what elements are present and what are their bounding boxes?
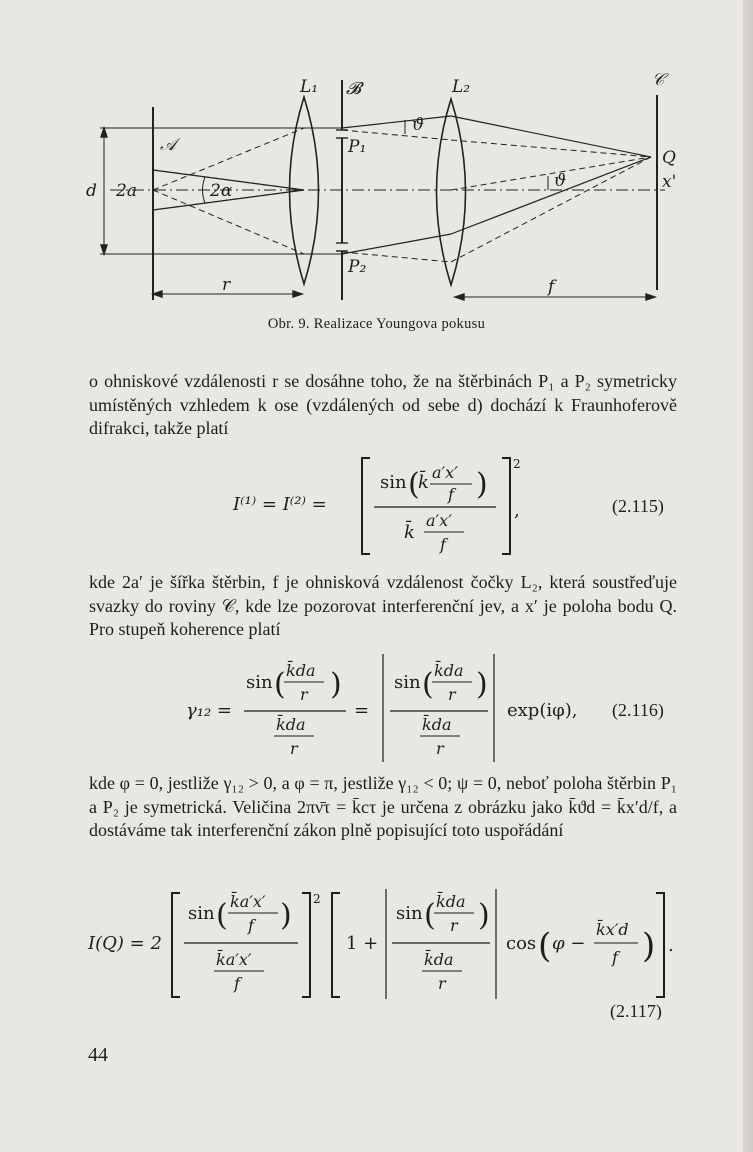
eq116-equals: =: [354, 700, 370, 721]
eq115-kbar-den: k̄: [404, 522, 415, 543]
paren-right-c: ): [642, 926, 656, 966]
paren-left: (: [408, 467, 420, 502]
label-theta-top: ϑ: [412, 115, 425, 135]
paren-left-c: (: [538, 926, 552, 966]
paren-right-1: ): [330, 667, 342, 702]
eq116-exp: exp(iφ),: [507, 700, 578, 721]
label-x-prime: x': [662, 172, 677, 192]
label-C: 𝒞: [652, 70, 665, 90]
eq117-den-1: f: [248, 916, 254, 935]
paren-right: ): [476, 467, 488, 502]
label-B: 𝓑: [346, 79, 361, 99]
eq117-den-3: f: [612, 948, 618, 967]
eq117-phi-minus: φ −: [552, 933, 586, 954]
paren-right-a: ): [280, 898, 292, 933]
eq117-cos: cos: [506, 933, 537, 954]
paragraph-2: kde 2a′ je šířka štěrbin, f je ohnisková vzdálenost čočky L₂, která soustřeďuje svazky do roviny 𝒞, kde lze pozorovat interferenční jev, a x′ je poloha bodu Q. Pro stupeň koherence platí: [89, 572, 677, 639]
label-2a: 2a: [116, 181, 137, 201]
label-P2: P₂: [348, 257, 367, 277]
eq115-lhs: I⁽¹⁾ = I⁽²⁾ =: [233, 494, 327, 515]
paragraph-1: o ohniskové vzdálenosti r se dosáhne toho, že na štěrbinách P₁ a P₂ symetricky umístěných vzhledem k ose (vzdálených od sebe d) dochází k Fraunhoferově difrakci, takže platí: [89, 371, 677, 438]
paren-right-2: ): [476, 667, 488, 702]
figure-caption: Obr. 9. Realizace Youngova pokusu: [267, 316, 486, 332]
eq115-sin: sin: [380, 472, 407, 493]
eq115-kbar: k̄: [418, 472, 429, 493]
label-theta-mid: ϑ: [554, 171, 567, 191]
figure-young-experiment: [0, 0, 753, 320]
paren-left-b: (: [424, 898, 436, 933]
equation-2-115: [0, 450, 753, 560]
eq116-den-2b: r: [436, 739, 444, 758]
eq115-den-den: f: [440, 535, 446, 554]
eq117-exponent: 2: [313, 892, 321, 906]
label-L1: L₁: [300, 77, 319, 97]
label-Q: Q: [662, 148, 676, 168]
eq117-period: .: [668, 935, 674, 956]
paren-right-b: ): [478, 898, 490, 933]
eq117-number: (2.117): [610, 1001, 662, 1020]
eq116-num-1b: k̄da: [276, 715, 306, 734]
eq117-num-1b: k̄a′x′: [216, 950, 252, 969]
eq116-den-1b: r: [290, 739, 298, 758]
equation-2-117: [0, 885, 753, 1020]
label-L2: L₂: [452, 77, 471, 97]
eq116-num-1: k̄da: [286, 661, 316, 680]
label-f: f: [548, 277, 555, 297]
eq117-den-2b: r: [438, 974, 446, 993]
eq116-num-2: k̄da: [434, 661, 464, 680]
eq117-num-2: k̄da: [436, 892, 466, 911]
label-2alpha: 2α: [210, 181, 233, 201]
eq116-lhs: γ₁₂ =: [186, 700, 232, 721]
eq116-sin-2: sin: [394, 672, 421, 693]
eq116-number: (2.116): [612, 700, 664, 720]
eq115-den-num: a′x′: [426, 511, 452, 530]
eq117-one-plus: 1 +: [346, 933, 379, 954]
eq117-den-1b: f: [234, 974, 240, 993]
eq117-lhs: I(Q) = 2: [88, 933, 162, 954]
eq117-num-2b: k̄da: [424, 950, 454, 969]
eq117-num-1: k̄a′x′: [230, 892, 266, 911]
eq115-inner-den: f: [448, 485, 454, 504]
label-A: 𝒜: [160, 135, 177, 155]
eq116-den-1: r: [300, 685, 308, 704]
paren-left-2: (: [422, 667, 434, 702]
paren-left-1: (: [274, 667, 286, 702]
eq117-den-2: r: [450, 916, 458, 935]
paren-left-a: (: [216, 898, 228, 933]
eq116-den-2: r: [448, 685, 456, 704]
equation-2-116: [0, 650, 753, 765]
eq116-sin-1: sin: [246, 672, 273, 693]
eq115-number: (2.115): [612, 496, 664, 516]
eq117-sin-2: sin: [396, 903, 423, 924]
label-r: r: [222, 275, 231, 295]
eq117-num-3: k̄x′d: [596, 920, 629, 939]
label-d: d: [86, 181, 97, 201]
eq115-exponent: 2: [513, 457, 521, 471]
paragraph-3: kde φ = 0, jestliže γ₁₂ > 0, a φ = π, jestliže γ₁₂ < 0; ψ = 0, neboť poloha štěrbin P₁ a P₂ je symetrická. Veličina 2πν̄τ = k̄cτ je určena z obrázku jako k̄ϑd = k̄x′d/f, a dostáváme tak interferenční zákon plně popisující toto uspořádání: [89, 773, 677, 840]
label-P1: P₁: [348, 137, 367, 157]
eq115-inner-num: a′x′: [432, 463, 458, 482]
eq116-num-2b: k̄da: [422, 715, 452, 734]
page-number: 44: [88, 1044, 108, 1066]
eq115-comma: ,: [514, 500, 520, 521]
eq117-sin-1: sin: [188, 903, 215, 924]
